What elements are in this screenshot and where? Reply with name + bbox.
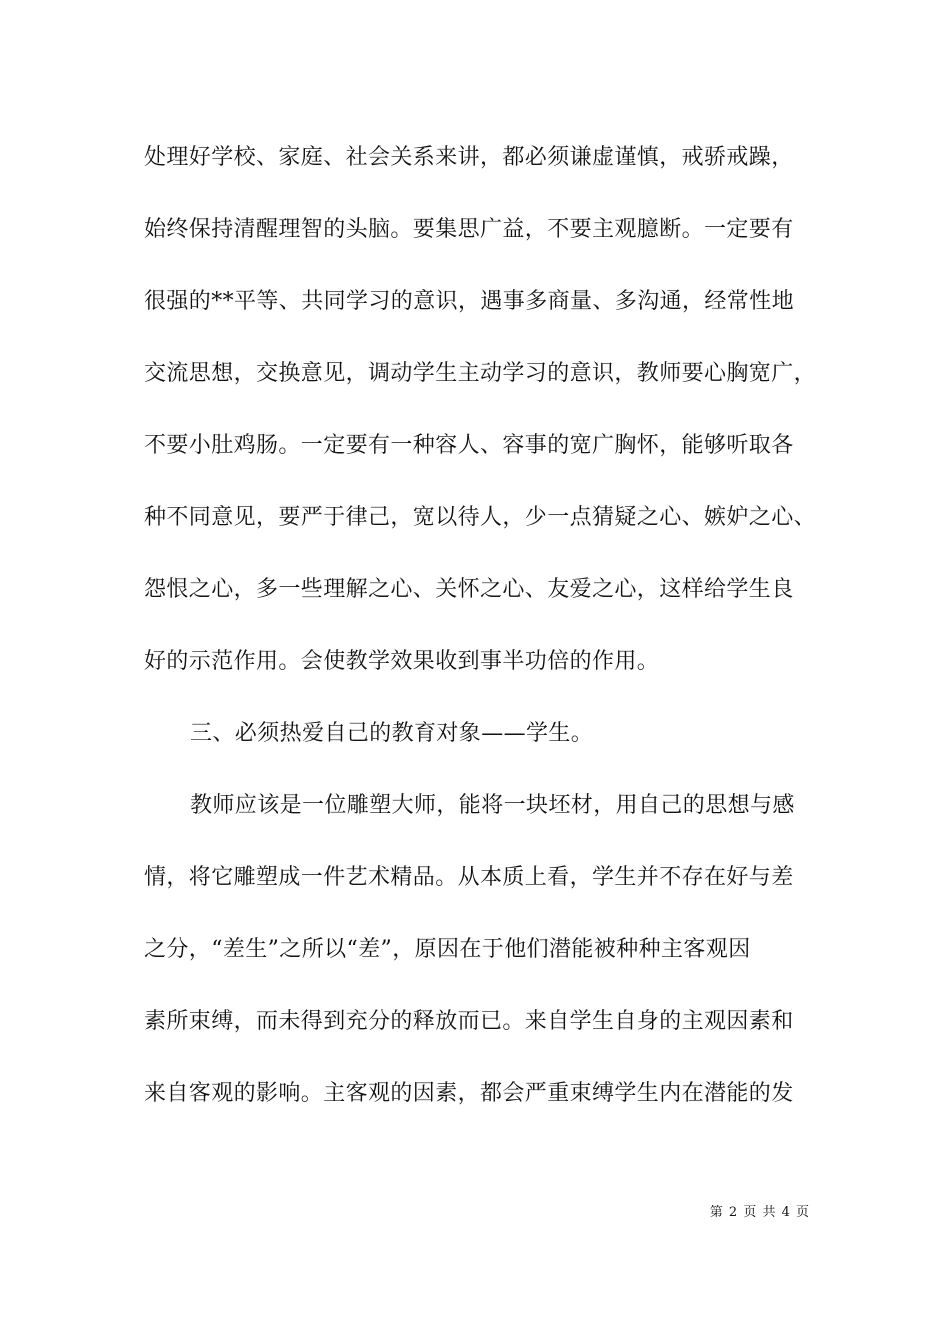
- body-text-line: 处理好学校、家庭、社会关系来讲，都必须谦虚谨慎，戒骄戒躁，: [144, 145, 794, 170]
- body-text-line: 很强的**平等、共同学习的意识，遇事多商量、多沟通，经常性地: [144, 289, 795, 314]
- body-text-line: 情，将它雕塑成一件艺术精品。从本质上看，学生并不存在好与差: [144, 865, 794, 890]
- body-text-line: 始终保持清醒理智的头脑。要集思广益，不要主观臆断。一定要有: [144, 217, 794, 242]
- paragraph-first-line: 教师应该是一位雕塑大师，能将一块坯材，用自己的思想与感: [190, 793, 795, 818]
- body-text-line: 之分，“差生”之所以“差”，原因在于他们潜能被种种主客观因: [144, 937, 751, 962]
- body-text-line: 交流思想，交换意见，调动学生主动学习的意识，教师要心胸宽广，: [144, 361, 817, 386]
- body-text-line: 来自客观的影响。主客观的因素，都会严重束缚学生内在潜能的发: [144, 1081, 794, 1106]
- section-heading: 三、必须热爱自己的教育对象——学生。: [190, 721, 594, 746]
- body-text-line: 怨恨之心，多一些理解之心、关怀之心、友爱之心，这样给学生良: [144, 577, 794, 602]
- body-text-line: 好的示范作用。会使教学效果收到事半功倍的作用。: [144, 649, 660, 674]
- body-text-line: 种不同意见，要严于律己，宽以待人，少一点猜疑之心、嫉妒之心、: [144, 505, 817, 530]
- body-text-line: 素所束缚，而未得到充分的释放而已。来自学生自身的主观因素和: [144, 1009, 794, 1034]
- page-number-footer: 第 2 页 共 4 页: [709, 1205, 810, 1220]
- body-text-line: 不要小肚鸡肠。一定要有一种容人、容事的宽广胸怀，能够听取各: [144, 433, 794, 458]
